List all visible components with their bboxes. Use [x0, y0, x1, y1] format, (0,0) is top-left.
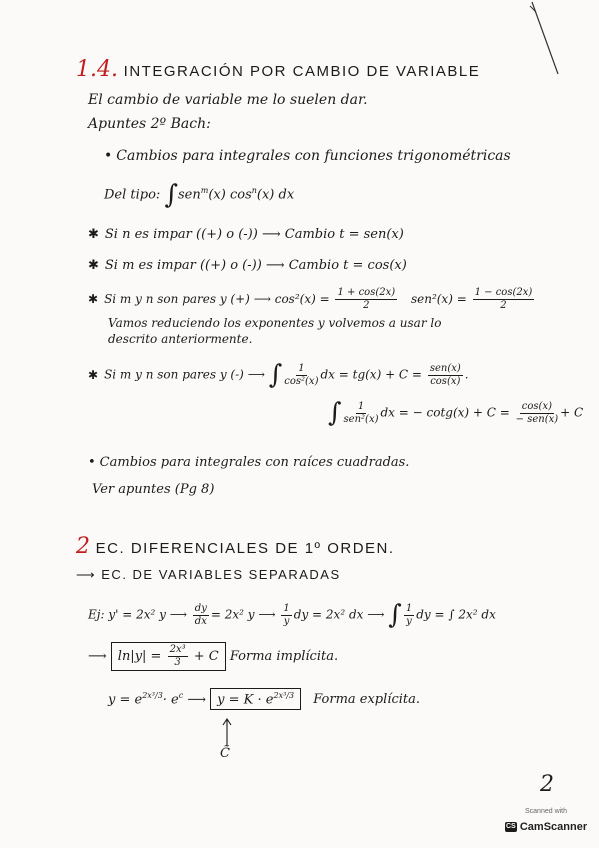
- cos-squared-fraction: $\frac{1 + \cos(2x)}{2}$: [337, 287, 396, 311]
- example-label: Ej:: [88, 607, 105, 622]
- roots-bullet: [88, 455, 409, 470]
- type-expr-cos: (x) cos: [208, 187, 252, 203]
- implicit-form-label: Forma implícita.: [229, 649, 339, 664]
- rule-4-int-2-end: + C: [560, 405, 584, 420]
- roots-bullet-text: Cambios para integrales con raíces cuadradas.: [99, 455, 410, 470]
- arrow-icon: ⟶: [88, 649, 107, 664]
- trig-bullet-text: Cambios para integrales con funciones trigonométricas: [116, 148, 511, 164]
- sen-squared-fraction: $\frac{1 - \cos(2x)}{2}$: [474, 287, 533, 311]
- cos-over-minus-sen: $\frac{\cos(x)}{\text{− sen(x)}}$: [515, 400, 559, 425]
- section-1-heading: [76, 57, 480, 82]
- rule-1-text: Si n es impar ((+) o (-)): [104, 227, 258, 242]
- integral-sign: ∫: [388, 600, 402, 630]
- rule-2: [88, 258, 407, 273]
- exp-n: n: [251, 186, 257, 196]
- rule-4-int-1-mid: dx = tg(x) + C =: [320, 367, 422, 382]
- one-over-y-fraction: $\frac{1}{y}$: [283, 602, 290, 627]
- intro-line-2: Apuntes 2º Bach:: [88, 116, 211, 132]
- type-expr-end: (x) dx: [256, 187, 295, 203]
- one-over-cos-squared: $\frac{1}{\text{cos²(x)}}$: [284, 362, 319, 387]
- rule-1: [88, 227, 404, 242]
- rule-4: [88, 360, 469, 390]
- asterisk-icon: ✱: [88, 292, 99, 306]
- integral-one-over-y: $\frac{1}{y}$: [405, 602, 413, 627]
- eq-mid-2: dy = 2x² dx: [293, 607, 364, 622]
- rule-2-text: Si m es impar ((+) o (-)): [104, 258, 262, 273]
- section-2-heading: [76, 534, 395, 559]
- eq-start: y' = 2x² y: [108, 607, 166, 622]
- one-over-sen-squared: $\frac{1}{\text{sen²(x)}}$: [343, 400, 379, 425]
- eq-mid: = 2x² y: [210, 607, 255, 622]
- rule-4-text: Si m y n son pares y (-): [104, 367, 244, 382]
- separated-variables-title: EC. DE VARIABLES SEPARADAS: [101, 567, 341, 582]
- rule-3-note-1: Vamos reduciendo los exponentes y volvemos a usar lo: [108, 316, 442, 330]
- eq-end: dy = ∫ 2x² dx: [416, 607, 496, 622]
- section-1-number: 1.4.: [76, 57, 118, 82]
- implicit-form-line: [88, 642, 338, 671]
- roots-reference: Ver apuntes (Pg 8): [92, 482, 215, 497]
- scanner-brand-name: CamScanner: [519, 821, 588, 833]
- integral-sign: ∫: [268, 360, 283, 390]
- rule-4-int-1-end: .: [464, 367, 469, 382]
- rule-4-int-2-mid: dx = − cotg(x) + C =: [380, 405, 510, 420]
- scanner-brand: [505, 821, 587, 833]
- scanner-watermark: [500, 808, 592, 838]
- explicit-form-box: $y = K \cdot e^{2x^3/3}$: [210, 688, 301, 710]
- up-arrow-icon: [220, 716, 234, 748]
- arrow-icon: ⟶: [261, 227, 285, 242]
- bullet-dot: •: [88, 455, 96, 470]
- rule-4-integral-2: [328, 398, 583, 428]
- explicit-mid: · e: [162, 692, 179, 708]
- type-expr-sen: sen: [178, 187, 201, 203]
- arrow-icon: ⟶: [265, 258, 289, 273]
- type-prefix: Del tipo:: [104, 187, 161, 203]
- trig-type-line: [104, 180, 294, 210]
- sen-over-cos: $\frac{\text{sen(x)}}{\cos(x)}$: [429, 362, 461, 387]
- pen-stroke-mark: [528, 0, 562, 78]
- explicit-exponent: 2x³/3: [142, 691, 163, 700]
- rule-1-result: Cambio t = sen(x): [284, 227, 404, 242]
- intro-line-1: El cambio de variable me lo suelen dar.: [88, 92, 368, 108]
- section-2-title: EC. DIFERENCIALES DE 1º ORDEN.: [95, 540, 395, 557]
- exp-m: m: [200, 186, 209, 196]
- rule-3: [88, 288, 536, 311]
- scanner-caption: Scanned with: [524, 808, 568, 815]
- example-equation: [88, 600, 496, 630]
- cos-squared: cos²(x) =: [274, 292, 330, 306]
- explicit-c: c: [178, 691, 184, 700]
- separated-variables-heading: [76, 567, 341, 583]
- camscanner-logo-icon: CS: [505, 823, 516, 830]
- arrow-icon: ⟶: [258, 607, 276, 622]
- asterisk-icon: ✱: [88, 258, 99, 273]
- explicit-left: y = e: [108, 692, 143, 708]
- arrow-icon: ⟶: [367, 607, 385, 622]
- page-number: 2: [540, 772, 554, 797]
- explicit-form-line: [108, 688, 420, 710]
- implicit-form-box: ln|y| = $\frac{\text{2x³}}{3}$ + C: [111, 642, 226, 671]
- explicit-form-label: Forma explícita.: [313, 692, 420, 708]
- arrow-icon: ⟶: [187, 692, 211, 708]
- c-tilde-note: C̃: [220, 746, 230, 761]
- dy-dx-fraction: $\frac{dy}{dx}$: [194, 602, 207, 627]
- arrow-icon: ⟶: [169, 607, 187, 622]
- rule-3-note-2: descrito anteriormente.: [108, 332, 253, 346]
- asterisk-icon: ✱: [88, 227, 99, 242]
- rule-3-text: Si m y n son pares y (+): [104, 292, 250, 306]
- section-2-number: 2: [76, 534, 90, 559]
- section-1-title: INTEGRACIÓN POR CAMBIO DE VARIABLE: [123, 63, 481, 80]
- integral-sign: ∫: [164, 180, 179, 210]
- sen-squared: sen²(x) =: [410, 292, 467, 306]
- arrow-icon: ⟶: [253, 292, 275, 306]
- rule-2-result: Cambio t = cos(x): [288, 258, 407, 273]
- arrow-icon: ⟶: [247, 367, 269, 382]
- trig-bullet: [104, 148, 511, 164]
- arrow-icon: ⟶: [76, 567, 97, 582]
- asterisk-icon: ✱: [88, 367, 99, 382]
- integral-sign: ∫: [328, 398, 342, 428]
- bullet-dot: •: [104, 148, 113, 164]
